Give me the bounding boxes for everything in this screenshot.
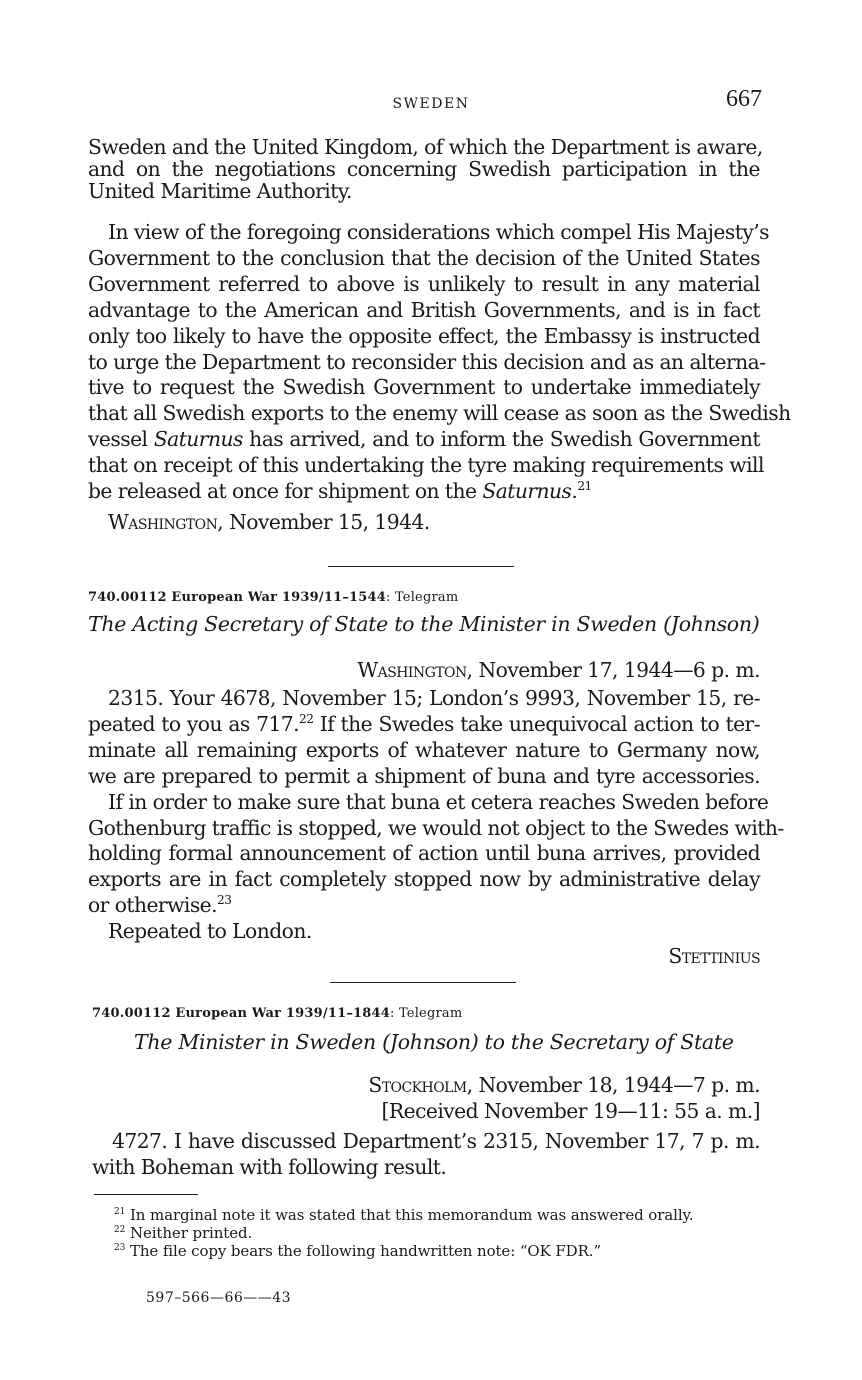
text-line: Government to the conclusion that the decision of the United States: [88, 245, 760, 270]
footnote-divider: [94, 1194, 198, 1195]
text-line: Gothenburg traffic is stopped, we would not object to the Swedes with-: [88, 815, 784, 840]
dateline-place: Stockholm: [368, 1073, 467, 1097]
ship-name: Saturnus: [153, 427, 243, 452]
dateline-place: Washington: [357, 658, 467, 682]
text-line: with Boheman with following result.: [92, 1154, 447, 1179]
running-header-title: SWEDEN: [392, 96, 470, 112]
text-span: vessel: [88, 427, 154, 452]
section-divider: [330, 982, 516, 983]
signoff-line: [88, 510, 760, 536]
text-line: advantage to the American and British Governments, and is in fact: [88, 297, 760, 322]
footnote-text: The file copy bears the following handwritten note: “OK FDR.”: [129, 1242, 602, 1260]
footnote-text: Neither printed.: [129, 1224, 253, 1242]
text-line: and on the negotiations concerning Swedish participation in the: [88, 157, 760, 181]
file-number: 740.00112 European War 1939/11–1544: [88, 590, 387, 605]
ship-name: Saturnus: [482, 479, 572, 504]
text-line: we are prepared to permit a shipment of buna and tyre accessories.: [88, 763, 760, 788]
document-heading: [134, 1030, 734, 1054]
footnote: [114, 1206, 694, 1224]
heading-name: (Johnson): [663, 612, 760, 636]
print-code: 597–566—66——43: [146, 1290, 292, 1306]
heading-name: (Johnson): [382, 1030, 479, 1054]
text-line: Sweden and the United Kingdom, of which the Department is aware,: [88, 135, 763, 159]
text-line: Repeated to London.: [108, 919, 312, 944]
text-line: that all Swedish exports to the enemy will cease as soon as the Swedish: [88, 401, 791, 426]
dateline: [88, 658, 760, 684]
section-divider: [328, 566, 514, 567]
telegram-paragraph: [92, 1129, 760, 1181]
footnote-number: 22: [114, 1225, 126, 1235]
footnote: [114, 1224, 252, 1242]
text-span: peated to you as 717.: [88, 711, 300, 736]
footnote-ref: 22: [299, 712, 314, 727]
text-span: be released at once for shipment on the: [88, 479, 483, 504]
footnote-text: In marginal note it was stated that this memorandum was answered orally.: [129, 1206, 694, 1224]
dateline: [92, 1073, 760, 1125]
text-line: exports are in fact completely stopped now by administrative delay: [88, 867, 760, 892]
dateline-date: , November 18, 1944—7 p. m.: [466, 1073, 760, 1097]
signoff-place: Washington: [108, 510, 218, 534]
signature: Stettinius: [668, 944, 760, 968]
dateline-date: , November 17, 1944—6 p. m.: [466, 658, 760, 682]
text-line: [88, 712, 760, 738]
text-line: 2315. Your 4678, November 15; London’s 9993, November 15, re-: [108, 686, 760, 710]
text-line: to urge the Department to reconsider this decision and as an alterna-: [88, 349, 766, 374]
continuation-paragraph: [88, 135, 763, 203]
text-line: [88, 479, 760, 505]
text-line: that on receipt of this undertaking the tyre making requirements will: [88, 453, 764, 478]
text-line: [88, 893, 760, 919]
footnote-number: 23: [114, 1243, 126, 1253]
footnote-ref: 23: [217, 893, 232, 908]
file-type: : Telegram: [390, 1006, 463, 1021]
file-number: 740.00112 European War 1939/11–1844: [92, 1006, 391, 1021]
text-line: minate all remaining exports of whatever nature to Germany now,: [88, 737, 760, 762]
file-type: : Telegram: [386, 590, 459, 605]
heading-text: The Acting Secretary of State to the Minister in Sweden: [88, 612, 657, 636]
document-heading: [88, 612, 759, 636]
text-span: has arrived, and to inform the Swedish Government: [242, 427, 760, 452]
considerations-paragraph: [88, 220, 791, 505]
telegram-paragraph: [88, 686, 784, 945]
text-line: If in order to make sure that buna et cetera reaches Sweden before: [108, 789, 769, 814]
footnote: [114, 1242, 601, 1260]
footnote-number: 21: [114, 1207, 126, 1217]
text-line: holding formal announcement of action until buna arrives, provided: [88, 841, 760, 866]
text-span: or otherwise.: [88, 893, 218, 918]
signature-line: [88, 944, 760, 970]
text-line: only too likely to have the opposite effect, the Embassy is instructed: [88, 323, 760, 348]
heading-text: The Minister in Sweden: [134, 1030, 376, 1054]
signoff-date: , November 15, 1944.: [217, 510, 430, 534]
footnote-ref: 21: [577, 479, 592, 494]
text-span: If the Swedes take unequivocal action to ter-: [313, 711, 760, 736]
received-line: [Received November 19—11: 55 a. m.]: [381, 1098, 760, 1123]
page-number: 667: [726, 86, 762, 112]
text-span: .: [571, 479, 578, 504]
text-line: United Maritime Authority.: [88, 179, 352, 203]
text-line: Government referred to above is unlikely to result in any material: [88, 271, 760, 296]
text-line: 4727. I have discussed Department’s 2315, November 17, 7 p. m.: [112, 1129, 760, 1153]
heading-text: to the Secretary of State: [484, 1030, 734, 1054]
file-number-line: [88, 590, 458, 605]
file-number-line: [92, 1006, 462, 1021]
text-line: tive to request the Swedish Government to undertake immediately: [88, 375, 760, 400]
text-line: In view of the foregoing considerations which compel His Majesty’s: [108, 220, 769, 244]
text-line: [88, 427, 760, 453]
